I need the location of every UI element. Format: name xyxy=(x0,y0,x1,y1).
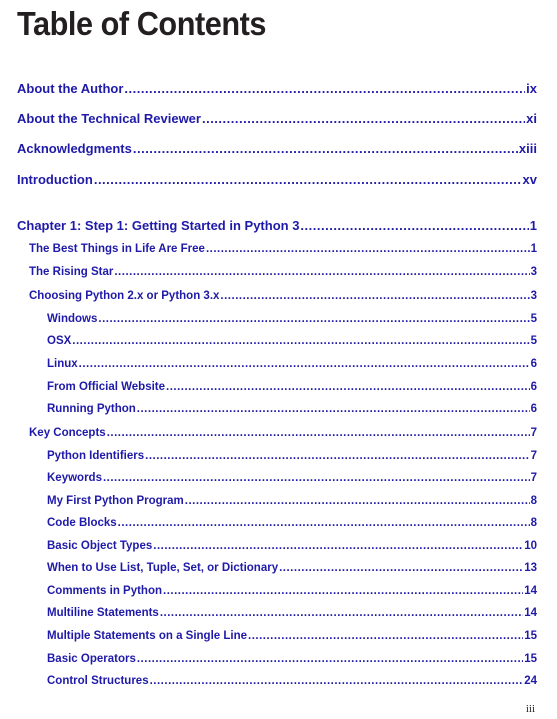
toc-entry-page-number: 8 xyxy=(530,517,537,529)
dot-leader xyxy=(103,472,530,484)
toc-entry-chapter-1[interactable] xyxy=(17,218,537,233)
toc-entry-page-number: 10 xyxy=(524,540,537,552)
dot-leader xyxy=(150,675,524,687)
toc-entry-label: About the Author xyxy=(17,81,124,96)
toc-entry-page-number: 7 xyxy=(530,450,537,462)
dot-leader xyxy=(98,313,529,325)
toc-entry-label: Comments in Python xyxy=(47,585,163,597)
dot-leader xyxy=(79,358,530,370)
toc-entry-basic-operators[interactable] xyxy=(47,653,537,665)
toc-entry-page-number: 6 xyxy=(530,381,537,393)
toc-entry-osx[interactable] xyxy=(47,335,537,347)
toc-entry-label: Running Python xyxy=(47,403,136,415)
dot-leader xyxy=(279,562,523,574)
toc-entry-best-things-in-life-are-free[interactable] xyxy=(29,243,537,255)
toc-entry-page-number: 14 xyxy=(524,607,537,619)
dot-leader xyxy=(220,290,529,302)
toc-entry-page-number: 5 xyxy=(530,313,537,325)
dot-leader xyxy=(166,381,530,393)
toc-entry-key-concepts[interactable] xyxy=(29,427,537,439)
toc-entry-label: Chapter 1: Step 1: Getting Started in Python 3 xyxy=(17,218,300,233)
toc-entry-label: About the Technical Reviewer xyxy=(17,111,201,126)
toc-entry-python-identifiers[interactable] xyxy=(47,450,537,462)
toc-entry-rising-star[interactable] xyxy=(29,266,537,278)
toc-entry-basic-object-types[interactable] xyxy=(47,540,537,552)
toc-entry-label: Python Identifiers xyxy=(47,450,145,462)
toc-entry-multiple-statements[interactable] xyxy=(47,630,537,642)
toc-entry-label: Choosing Python 2.x or Python 3.x xyxy=(29,290,220,302)
page-title: Table of Contents xyxy=(17,5,266,42)
toc-entry-label: Introduction xyxy=(17,172,93,187)
toc-entry-running-python[interactable] xyxy=(47,403,537,415)
toc-entry-page-number: xi xyxy=(526,111,537,126)
dot-leader xyxy=(202,111,525,126)
toc-entry-page-number: 5 xyxy=(530,335,537,347)
toc-entry-my-first-python-program[interactable] xyxy=(47,495,537,507)
toc-entry-label: Control Structures xyxy=(47,675,149,687)
toc-entry-label: Key Concepts xyxy=(29,427,106,439)
toc-entry-comments-in-python[interactable] xyxy=(47,585,537,597)
dot-leader xyxy=(94,172,522,187)
toc-entry-about-the-author[interactable] xyxy=(17,81,537,96)
toc-entry-choosing-python[interactable] xyxy=(29,290,537,302)
dot-leader xyxy=(133,141,518,156)
toc-entry-when-to-use[interactable] xyxy=(47,562,537,574)
toc-entry-page-number: 13 xyxy=(524,562,537,574)
dot-leader xyxy=(153,540,523,552)
toc-entry-label: Basic Operators xyxy=(47,653,136,665)
toc-entry-page-number: xiii xyxy=(518,141,537,156)
dot-leader xyxy=(137,403,530,415)
dot-leader xyxy=(114,266,529,278)
dot-leader xyxy=(248,630,523,642)
dot-leader xyxy=(185,495,530,507)
toc-entry-page-number: ix xyxy=(526,81,537,96)
dot-leader xyxy=(124,81,525,96)
toc-entry-label: Basic Object Types xyxy=(47,540,153,552)
toc-entry-page-number: 7 xyxy=(530,427,537,439)
toc-entry-label: The Rising Star xyxy=(29,266,114,278)
toc-entry-introduction[interactable] xyxy=(17,172,537,187)
toc-entry-label: Linux xyxy=(47,358,78,370)
toc-entry-code-blocks[interactable] xyxy=(47,517,537,529)
toc-entry-page-number: 14 xyxy=(524,585,537,597)
dot-leader xyxy=(160,607,523,619)
toc-entry-page-number: 7 xyxy=(530,472,537,484)
page-folio: iii xyxy=(525,703,535,715)
toc-entry-about-the-technical-reviewer[interactable] xyxy=(17,111,537,126)
toc-entry-label: From Official Website xyxy=(47,381,166,393)
toc-entry-page-number: 3 xyxy=(530,266,537,278)
toc-entry-label: OSX xyxy=(47,335,72,347)
toc-entry-from-official-website[interactable] xyxy=(47,381,537,393)
dot-leader xyxy=(137,653,523,665)
toc-entry-label: Acknowledgments xyxy=(17,141,132,156)
toc-entry-page-number: 15 xyxy=(524,630,537,642)
toc-entry-keywords[interactable] xyxy=(47,472,537,484)
toc-entry-windows[interactable] xyxy=(47,313,537,325)
toc-entry-page-number: 8 xyxy=(530,495,537,507)
toc-entry-label: Multiple Statements on a Single Line xyxy=(47,630,247,642)
dot-leader xyxy=(118,517,530,529)
toc-entry-page-number: 6 xyxy=(530,358,537,370)
toc-entry-label: Keywords xyxy=(47,472,102,484)
toc-entry-page-number: 1 xyxy=(530,243,537,255)
toc-entry-multiline-statements[interactable] xyxy=(47,607,537,619)
toc-entry-linux[interactable] xyxy=(47,358,537,370)
toc-entry-page-number: xv xyxy=(522,172,537,187)
toc-entry-label: My First Python Program xyxy=(47,495,184,507)
toc-entry-label: The Best Things in Life Are Free xyxy=(29,243,205,255)
toc-entry-page-number: 6 xyxy=(530,403,537,415)
toc-entry-page-number: 1 xyxy=(529,218,537,233)
toc-entry-control-structures[interactable] xyxy=(47,675,537,687)
toc-entry-page-number: 3 xyxy=(530,290,537,302)
toc-entry-page-number: 24 xyxy=(524,675,537,687)
dot-leader xyxy=(107,427,530,439)
dot-leader xyxy=(72,335,529,347)
toc-entry-label: When to Use List, Tuple, Set, or Dictionary xyxy=(47,562,279,574)
toc-entry-label: Windows xyxy=(47,313,98,325)
dot-leader xyxy=(145,450,529,462)
toc-entry-label: Code Blocks xyxy=(47,517,117,529)
toc-entry-label: Multiline Statements xyxy=(47,607,159,619)
dot-leader xyxy=(163,585,523,597)
dot-leader xyxy=(206,243,530,255)
dot-leader xyxy=(300,218,528,233)
toc-entry-acknowledgments[interactable] xyxy=(17,141,537,156)
toc-entry-page-number: 15 xyxy=(524,653,537,665)
